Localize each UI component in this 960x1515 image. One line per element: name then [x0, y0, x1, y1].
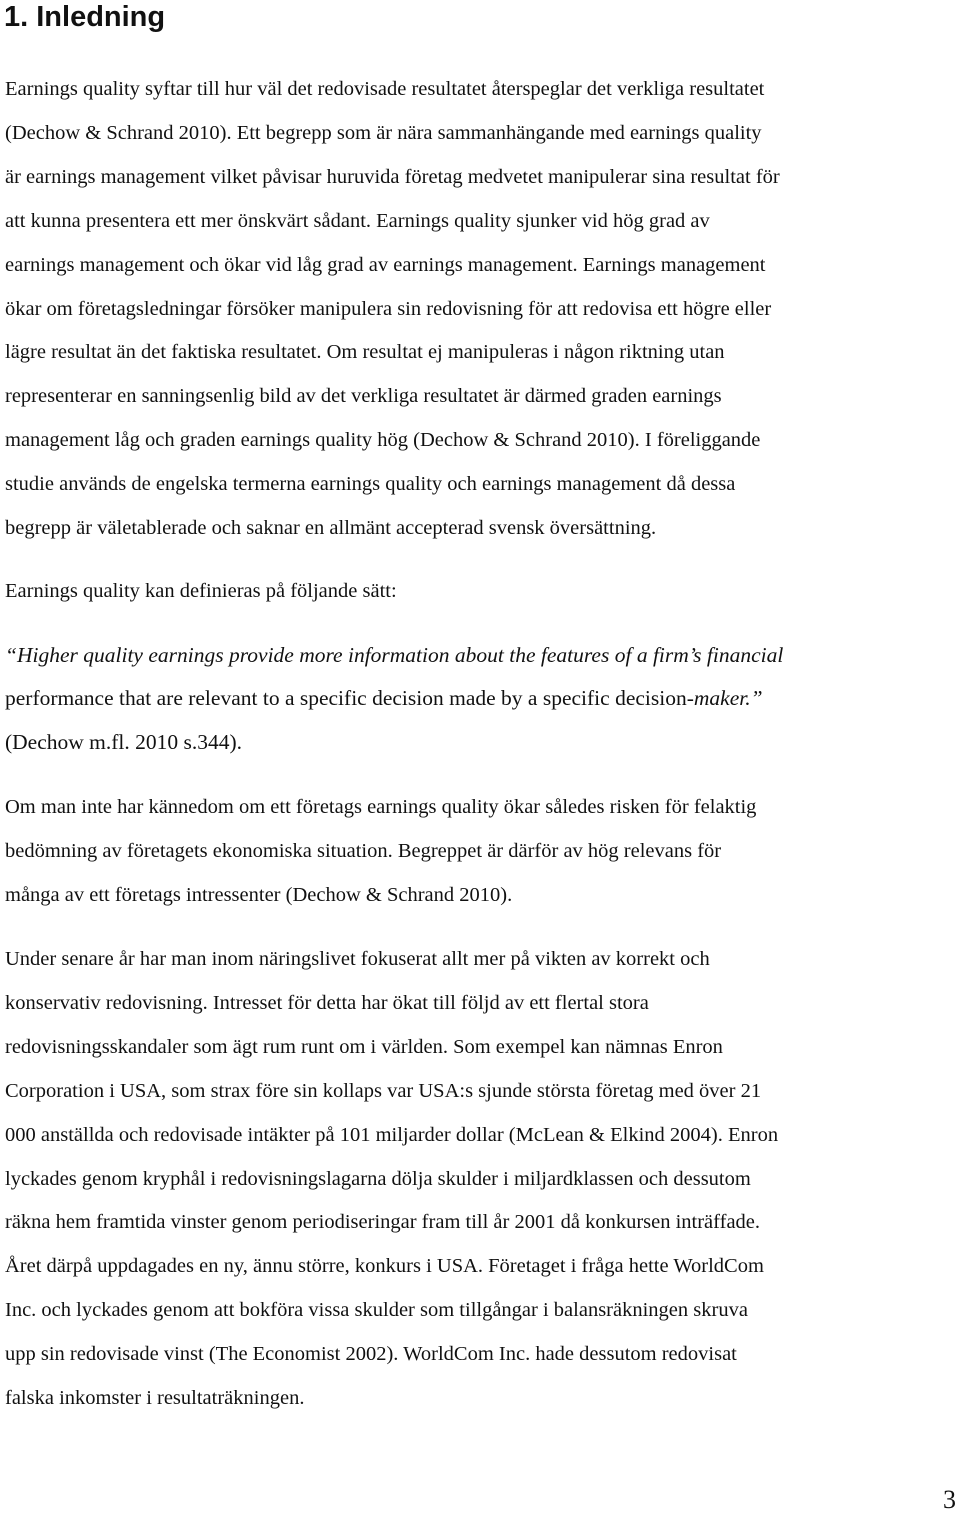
text-line: management låg och graden earnings quality hög (Dechow & Schrand 2010). I föreliggande — [5, 429, 761, 452]
text-line: 000 anställda och redovisade intäkter på 101 miljarder dollar (McLean & Elkind 2004). Enron — [5, 1123, 779, 1146]
text-line: Inc. och lyckades genom att bokföra vissa skulder som tillgångar i balansräkningen skruva — [5, 1299, 748, 1322]
text-line: ökar om företagsledningar försöker manipulera sin redovisning för att redovisa ett högre eller — [5, 297, 772, 320]
paragraph-introduction — [5, 68, 955, 551]
quote-text-italic: maker.” — [693, 686, 763, 710]
text-line: Earnings quality syftar till hur väl det redovisade resultatet återspeglar det verkliga resultatet — [5, 78, 765, 100]
text-line: earnings management och ökar vid låg grad av earnings management. Earnings management — [5, 253, 766, 276]
text-line: Om man inte har kännedom om ett företags earnings quality ökar således risken för felaktig — [5, 796, 757, 818]
text-line: att kunna presentera ett mer önskvärt sådant. Earnings quality sjunker vid hög grad av — [5, 209, 710, 232]
section-heading: 1. Inledning — [4, 1, 166, 33]
text-line: representerar en sanningsenlig bild av det verkliga resultatet är därmed graden earnings — [5, 385, 722, 408]
quote-line — [5, 677, 955, 720]
text-line: Corporation i USA, som strax före sin kollaps var USA:s sjunde största företag med över 21 — [5, 1079, 762, 1102]
text-line: bedömning av företagets ekonomiska situation. Begreppet är därför av hög relevans för — [5, 839, 722, 862]
definition-quote — [5, 634, 955, 765]
text-line: (Dechow & Schrand 2010). Ett begrepp som är nära sammanhängande med earnings quality — [5, 121, 762, 144]
text-line: Året därpå uppdagades en ny, ännu större, konkurs i USA. Företaget i fråga hette WorldCom — [5, 1255, 764, 1278]
quote-text-regular: performance that are relevant to a specific decision made by a specific decision- — [5, 686, 694, 710]
quote-line: “Higher quality earnings provide more information about the features of a firm’s financial — [5, 643, 784, 667]
page-number: 3 — [943, 1485, 956, 1514]
text-line: lägre resultat än det faktiska resultatet. Om resultat ej manipuleras i någon riktning utan — [5, 341, 725, 364]
text-line: många av ett företags intressenter (Dechow & Schrand 2010). — [5, 883, 513, 906]
text-line: falska inkomster i resultaträkningen. — [5, 1387, 305, 1410]
quote-citation: (Dechow m.fl. 2010 s.344). — [5, 730, 243, 754]
text-line: redovisningsskandaler som ägt rum runt om i världen. Som exempel kan nämnas Enron — [5, 1035, 723, 1058]
text-line: är earnings management vilket påvisar huruvida företag medvetet manipulerar sina resultat för — [5, 165, 780, 188]
text-line: Under senare år har man inom näringslivet fokuserat allt mer på vikten av korrekt och — [5, 948, 710, 970]
paragraph-scandals — [5, 938, 955, 1421]
text-line: studie används de engelska termerna earnings quality och earnings management då dessa — [5, 473, 736, 496]
text-line: lyckades genom kryphål i redovisningslagarna dölja skulder i miljardklassen och dessutom — [5, 1167, 751, 1190]
text-line: begrepp är väletablerade och saknar en allmänt accepterad svensk översättning. — [5, 517, 657, 540]
paragraph-definition-intro — [5, 570, 955, 614]
text-line: Earnings quality kan definieras på följande sätt: — [5, 580, 397, 602]
text-line: konservativ redovisning. Intresset för detta har ökat till följd av ett flertal stora — [5, 991, 649, 1014]
paragraph-risk — [5, 786, 955, 918]
text-line: räkna hem framtida vinster genom periodiseringar fram till år 2001 då konkursen inträffade. — [5, 1211, 761, 1234]
text-line: upp sin redovisade vinst (The Economist 2002). WorldCom Inc. hade dessutom redovisat — [5, 1343, 737, 1366]
